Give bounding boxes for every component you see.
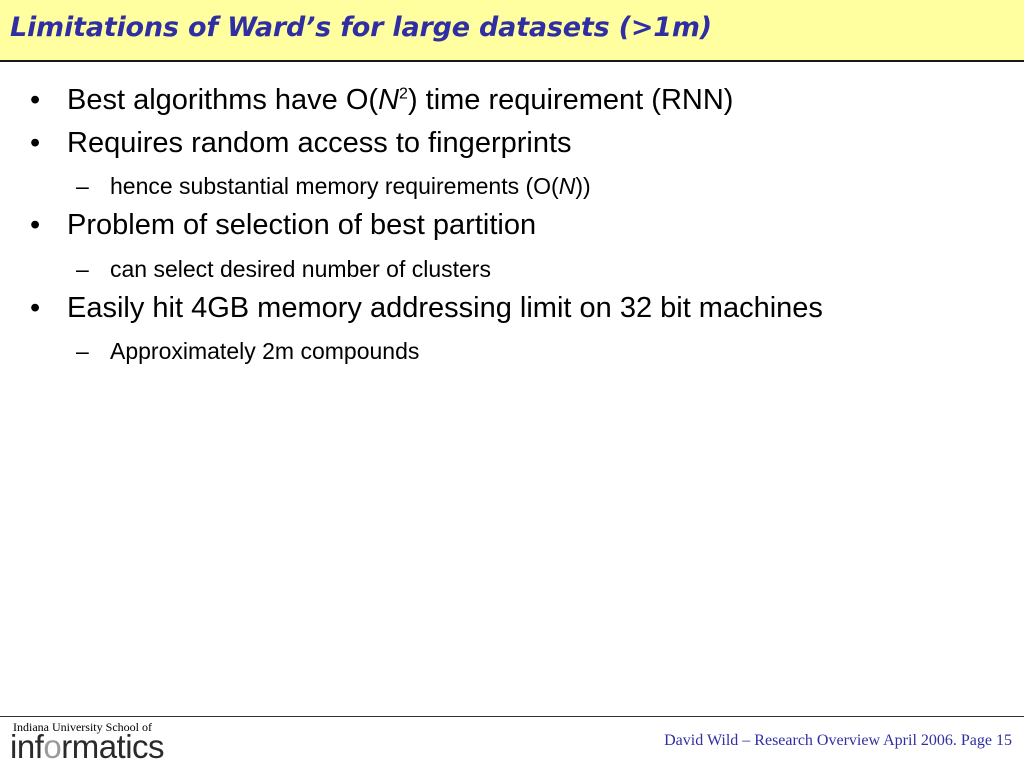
- bullet-variable: N: [378, 84, 400, 116]
- bullet-text: Easily hit 4GB memory addressing limit on 32 bit machines: [67, 292, 823, 324]
- bullet-text: Best algorithms have O(: [67, 84, 379, 116]
- bullet-text: Problem of selection of best partition: [67, 209, 537, 241]
- footer-divider: [0, 716, 1024, 717]
- bullet-item: [30, 127, 572, 160]
- sub-bullet-mark: –: [76, 256, 89, 282]
- sub-bullet-text: )): [575, 173, 591, 199]
- bullet-item: [30, 209, 536, 242]
- sub-bullet-mark: –: [76, 338, 89, 364]
- sub-bullet-text: can select desired number of clusters: [110, 256, 491, 282]
- slide-title: Limitations of Ward’s for large datasets (>1m): [10, 12, 712, 43]
- sub-bullet-text: Approximately 2m compounds: [110, 338, 420, 364]
- sub-bullet-variable: N: [558, 173, 576, 199]
- bullet-mark: •: [30, 84, 41, 116]
- bullet-text: ) time requirement (RNN): [407, 84, 734, 116]
- footer-credit: David Wild – Research Overview April 2006. Page 15: [664, 732, 1012, 749]
- logo-caption: Indiana University School of: [13, 720, 152, 734]
- logo-part: rmatics: [61, 728, 165, 765]
- sub-bullet-item: [76, 173, 591, 200]
- bullet-superscript: 2: [399, 85, 408, 103]
- title-bar: [0, 0, 1024, 60]
- sub-bullet-text: hence substantial memory requirements (O(: [110, 173, 559, 199]
- sub-bullet-item: [76, 256, 491, 283]
- bullet-mark: •: [30, 292, 41, 324]
- sub-bullet-item: [76, 338, 419, 365]
- bullet-text: Requires random access to fingerprints: [67, 127, 572, 159]
- logo-part-highlight: o: [43, 728, 62, 765]
- bullet-item: [30, 84, 733, 117]
- bullet-mark: •: [30, 209, 41, 241]
- title-divider: [0, 60, 1024, 62]
- bullet-mark: •: [30, 127, 41, 159]
- logo-part: inf: [10, 728, 44, 765]
- sub-bullet-mark: –: [76, 173, 89, 199]
- informatics-logo: [10, 728, 164, 766]
- bullet-item: [30, 292, 823, 325]
